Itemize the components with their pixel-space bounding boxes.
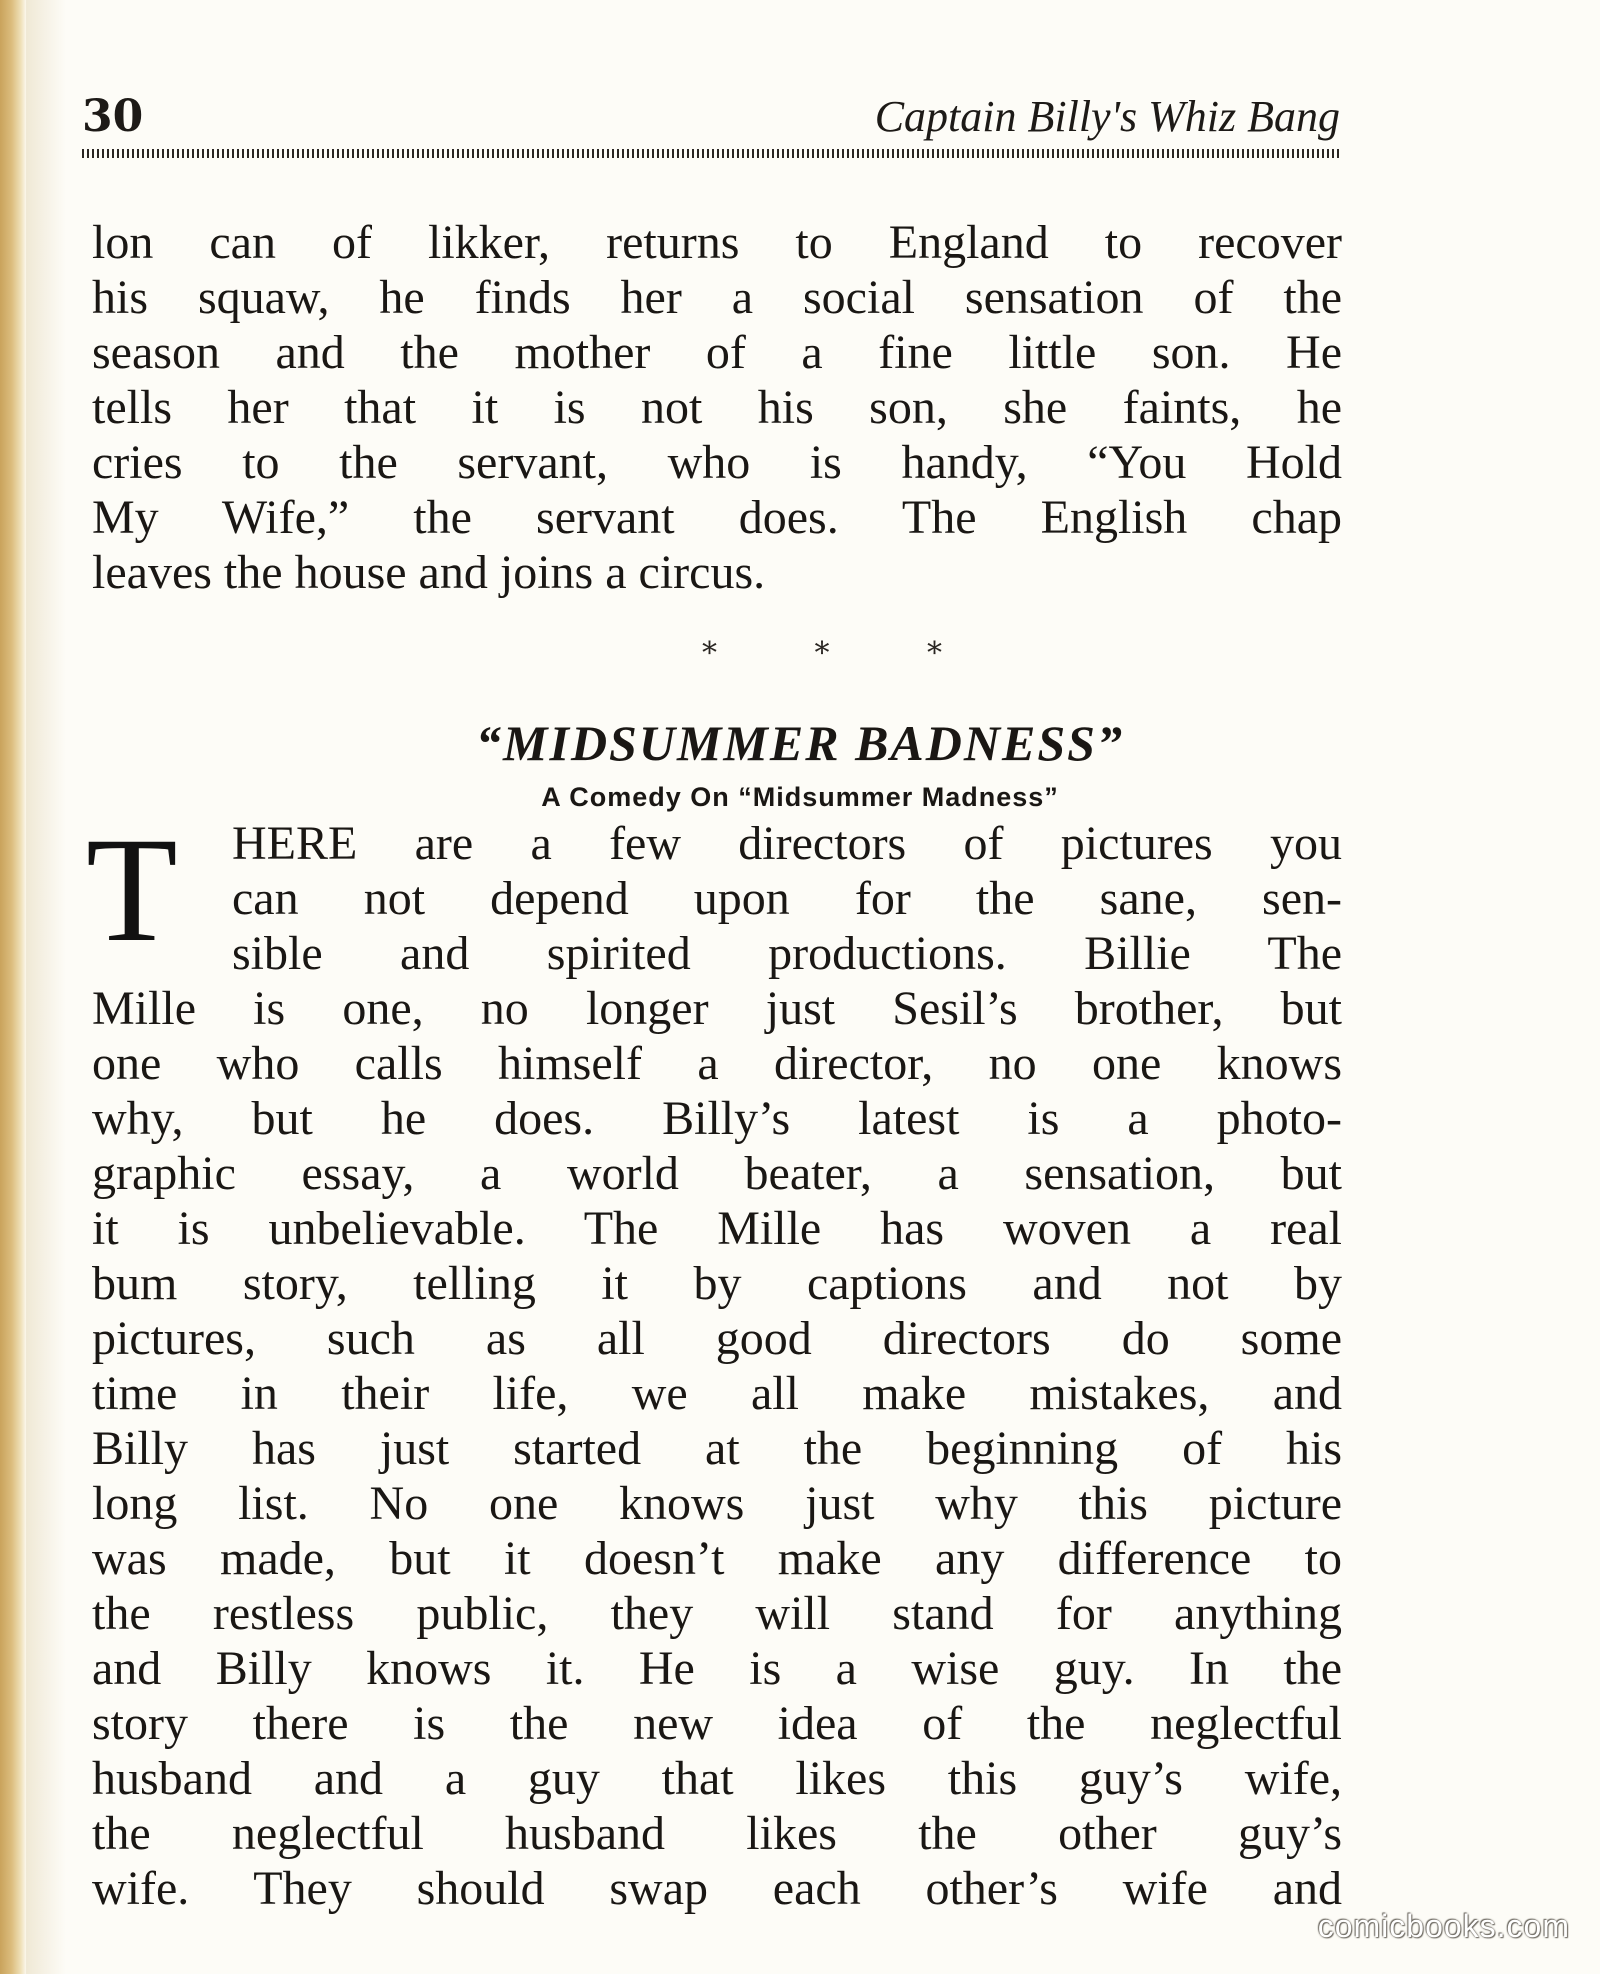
text-line: tells her that it is not his son, she faints, he [92, 381, 1342, 434]
text-line: HERE are a few directors of pictures you [232, 817, 1342, 870]
text-line: the neglectful husband likes the other guy’s [92, 1807, 1342, 1860]
text-line: Mille is one, no longer just Sesil’s brother, but [92, 982, 1342, 1035]
text-line: and Billy knows it. He is a wise guy. In the [92, 1642, 1342, 1695]
text-line: his squaw, he finds her a social sensation of the [92, 271, 1342, 324]
text-line: lon can of likker, returns to England to recover [92, 216, 1342, 269]
text-line: My Wife,” the servant does. The English chap [92, 491, 1342, 544]
text-line: graphic essay, a world beater, a sensation, but [92, 1147, 1342, 1200]
text-line: cries to the servant, who is handy, “You Hold [92, 436, 1342, 489]
header-rule [82, 149, 1340, 158]
text-line: was made, but it doesn’t make any difference to [92, 1532, 1342, 1585]
text-line: one who calls himself a director, no one knows [92, 1037, 1342, 1090]
text-line: story there is the new idea of the neglectful [92, 1697, 1342, 1750]
binding-shadow [26, 0, 66, 1974]
section-separator: * * * [701, 636, 987, 671]
text-line: long list. No one knows just why this picture [92, 1477, 1342, 1530]
text-line: season and the mother of a fine little son. He [92, 326, 1342, 379]
text-line: time in their life, we all make mistakes, and [92, 1367, 1342, 1420]
article-body [92, 981, 1342, 1916]
text-line: the restless public, they will stand for anything [92, 1587, 1342, 1640]
text-line: pictures, such as all good directors do some [92, 1312, 1342, 1365]
text-line: leaves the house and joins a circus. [92, 546, 766, 599]
page-binding-edge [0, 0, 26, 1974]
running-title: Captain Billy's Whiz Bang [874, 92, 1340, 141]
text-line: husband and a guy that likes this guy’s wife, [92, 1752, 1342, 1805]
text-line: it is unbelievable. The Mille has woven a real [92, 1202, 1342, 1255]
drop-cap: T [86, 807, 178, 973]
text-line: Billy has just started at the beginning of his [92, 1422, 1342, 1475]
page-number: 30 [82, 91, 144, 142]
text-line: wife. They should swap each other’s wife and [92, 1862, 1342, 1915]
text-line: sible and spirited productions. Billie The [232, 927, 1342, 980]
text-line: why, but he does. Billy’s latest is a photo- [92, 1092, 1342, 1145]
intro-paragraph [92, 215, 1342, 600]
article-subtitle: A Comedy On “Midsummer Madness” [541, 782, 1059, 812]
article-title: “MIDSUMMER BADNESS” [476, 715, 1124, 771]
watermark: comicbooks.com [1317, 1908, 1570, 1944]
page-header [82, 88, 1340, 146]
text-line: bum story, telling it by captions and not by [92, 1257, 1342, 1310]
text-line: can not depend upon for the sane, sen- [232, 872, 1342, 925]
article-opening-lines [232, 816, 1342, 981]
